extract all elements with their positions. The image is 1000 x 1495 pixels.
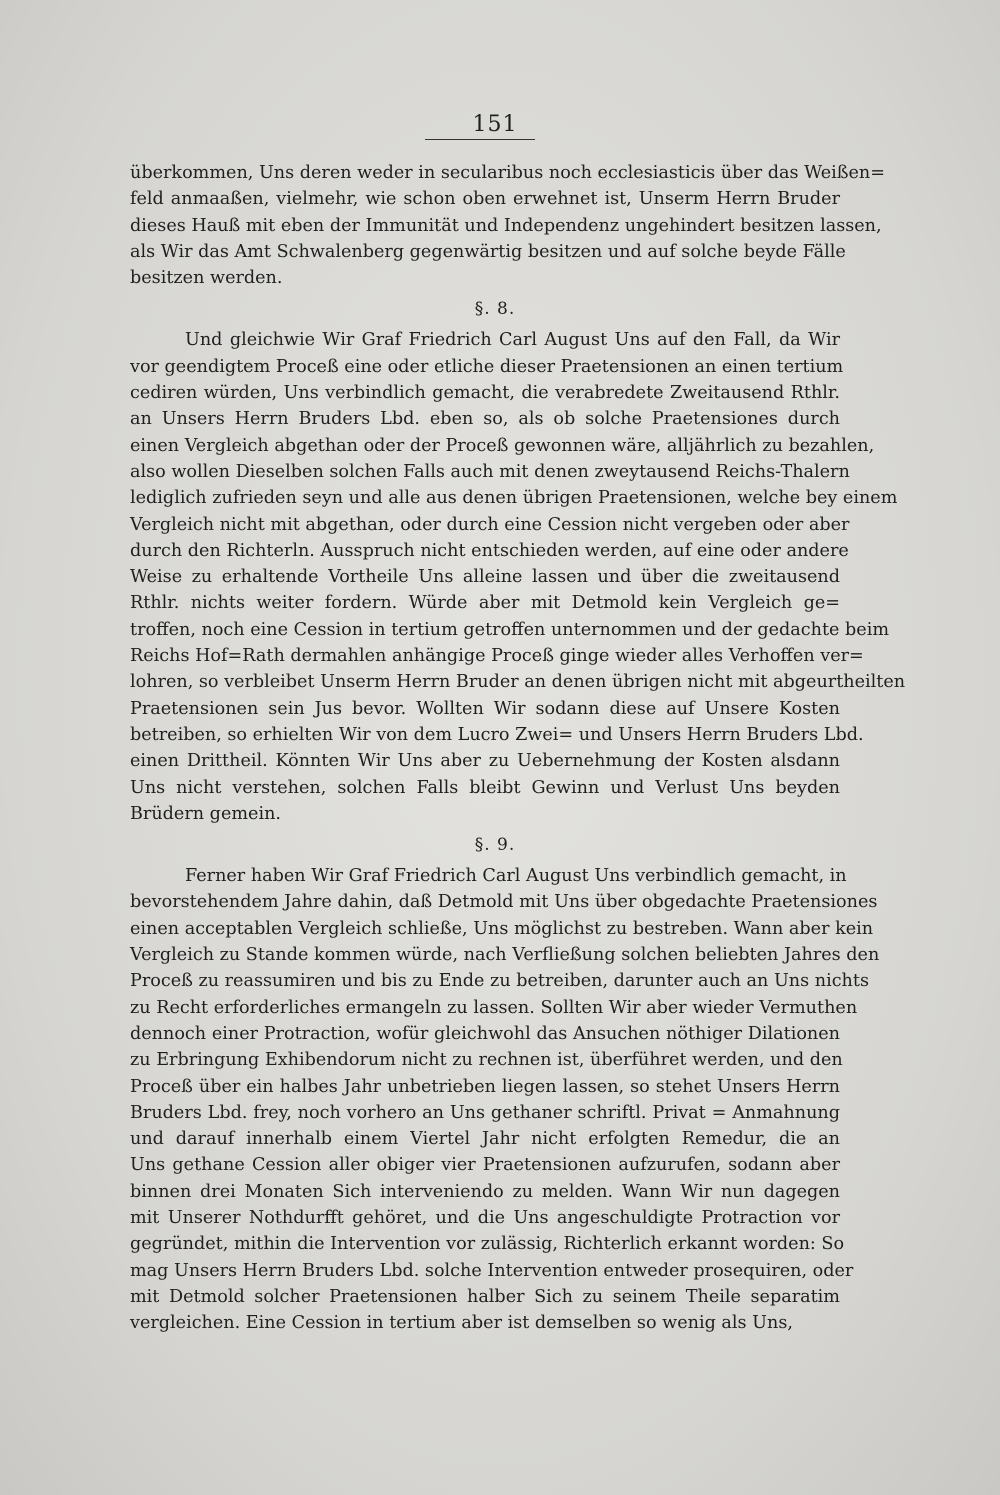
text-line: gegründet, mithin die Intervention vor zulässig, Richterlich erkannt worden: So xyxy=(130,1234,845,1255)
text-line: vergleichen. Eine Cession in tertium aber ist demselben so wenig als Uns, xyxy=(130,1313,793,1334)
text-line: mit Detmold solcher Praetensionen halber Sich zu seinem Theile separatim xyxy=(130,1286,840,1307)
text-line: Und gleichwie Wir Graf Friedrich Carl August Uns auf den Fall, da Wir xyxy=(185,330,840,351)
text-line: dennoch einer Protraction, wofür gleichwohl das Ansuchen nöthiger Dilationen xyxy=(130,1023,840,1044)
text-line: Bruders Lbd. frey, noch vorhero an Uns gethaner schriftl. Privat = Anmahnung xyxy=(130,1102,840,1123)
text-line: überkommen, Uns deren weder in secularibus noch ecclesiasticis über das Weißen= xyxy=(130,163,885,183)
paragraph-1 xyxy=(130,160,885,291)
text-line: Vergleich nicht mit abgethan, oder durch eine Cession nicht vergeben oder aber xyxy=(130,514,850,535)
page-number-rule xyxy=(425,139,535,140)
section-heading-9: §. 9. xyxy=(474,835,516,856)
text-line: mit Unserer Nothdurfft gehöret, und die Uns angeschuldigte Protraction vor xyxy=(130,1207,840,1228)
text-line: Proceß über ein halbes Jahr unbetrieben liegen lassen, so stehet Unsers Herrn xyxy=(130,1076,840,1097)
text-line: Rthlr. nichts weiter fordern. Würde aber mit Detmold kein Vergleich ge= xyxy=(130,593,840,614)
text-line: zu Erbringung Exhibendorum nicht zu rechnen ist, überführet werden, und den xyxy=(130,1050,843,1071)
text-line: feld anmaaßen, vielmehr, wie schon oben erwehnet ist, Unserm Herrn Bruder xyxy=(130,189,840,210)
text-line: Brüdern gemein. xyxy=(130,803,281,824)
text-line: durch den Richterln. Ausspruch nicht entschieden werden, auf eine oder andere xyxy=(130,540,849,561)
text-line: mag Unsers Herrn Bruders Lbd. solche Intervention entweder prosequiren, oder xyxy=(130,1260,854,1281)
body-text xyxy=(130,160,906,1336)
paragraph-3 xyxy=(130,863,880,1336)
text-line: also wollen Dieselben solchen Falls auch mit denen zweytausend Reichs-Thalern xyxy=(130,461,850,482)
text-line: lediglich zufrieden seyn und alle aus denen übrigen Praetensionen, welche bey einem xyxy=(130,488,898,509)
text-line: cediren würden, Uns verbindlich gemacht, die verabredete Zweitausend Rthlr. xyxy=(130,383,840,404)
text-line: Ferner haben Wir Graf Friedrich Carl August Uns verbindlich gemacht, in xyxy=(185,866,847,887)
text-line: besitzen werden. xyxy=(130,268,283,289)
text-line: betreiben, so erhielten Wir von dem Lucro Zwei= und Unsers Herrn Bruders Lbd. xyxy=(130,724,864,745)
text-line: troffen, noch eine Cession in tertium getroffen unternommen und der gedachte beim xyxy=(130,619,890,640)
section-heading-8: §. 8. xyxy=(474,299,516,320)
text-line: bevorstehendem Jahre dahin, daß Detmold mit Uns über obgedachte Praetensiones xyxy=(130,892,878,913)
text-line: einen Vergleich abgethan oder der Proceß gewonnen wäre, alljährlich zu bezahlen, xyxy=(130,435,875,456)
text-line: Praetensionen sein Jus bevor. Wollten Wir sodann diese auf Unsere Kosten xyxy=(130,698,840,719)
text-line: als Wir das Amt Schwalenberg gegenwärtig besitzen und auf solche beyde Fälle xyxy=(130,241,846,262)
text-line: Proceß zu reassumiren und bis zu Ende zu betreiben, darunter auch an Uns nichts xyxy=(130,971,869,992)
text-line: Weise zu erhaltende Vortheile Uns alleine lassen und über die zweitausend xyxy=(130,567,840,588)
text-line: Uns gethane Cession aller obiger vier Praetensionen aufzurufen, sodann aber xyxy=(130,1155,840,1176)
text-line: dieses Hauß mit eben der Immunität und Independenz ungehindert besitzen lassen, xyxy=(130,215,882,236)
text-line: lohren, so verbleibet Unserm Herrn Bruder an denen übrigen nicht mit abgeurtheilten xyxy=(130,672,906,693)
text-line: zu Recht erforderliches ermangeln zu lassen. Sollten Wir aber wieder Vermuthen xyxy=(130,997,858,1018)
text-line: und darauf innerhalb einem Viertel Jahr nicht erfolgten Remedur, die an xyxy=(130,1129,840,1150)
page-number: 151 xyxy=(472,112,518,137)
text-line: Reichs Hof=Rath dermahlen anhängige Proceß ginge wieder alles Verhoffen ver= xyxy=(130,646,864,667)
text-line: einen acceptablen Vergleich schließe, Uns möglichst zu bestreben. Wann aber kein xyxy=(130,918,874,939)
text-line: Uns nicht verstehen, solchen Falls bleibt Gewinn und Verlust Uns beyden xyxy=(130,777,840,798)
text-line: an Unsers Herrn Bruders Lbd. eben so, als ob solche Praetensiones durch xyxy=(130,409,840,430)
text-line: binnen drei Monaten Sich interveniendo zu melden. Wann Wir nun dagegen xyxy=(130,1181,840,1202)
text-line: einen Drittheil. Könnten Wir Uns aber zu Uebernehmung der Kosten alsdann xyxy=(130,751,840,772)
text-line: vor geendigtem Proceß eine oder etliche dieser Praetensionen an einen tertium xyxy=(130,356,844,377)
paragraph-2 xyxy=(130,327,906,827)
text-line: Vergleich zu Stande kommen würde, nach Verfließung solchen beliebten Jahres den xyxy=(130,945,880,966)
